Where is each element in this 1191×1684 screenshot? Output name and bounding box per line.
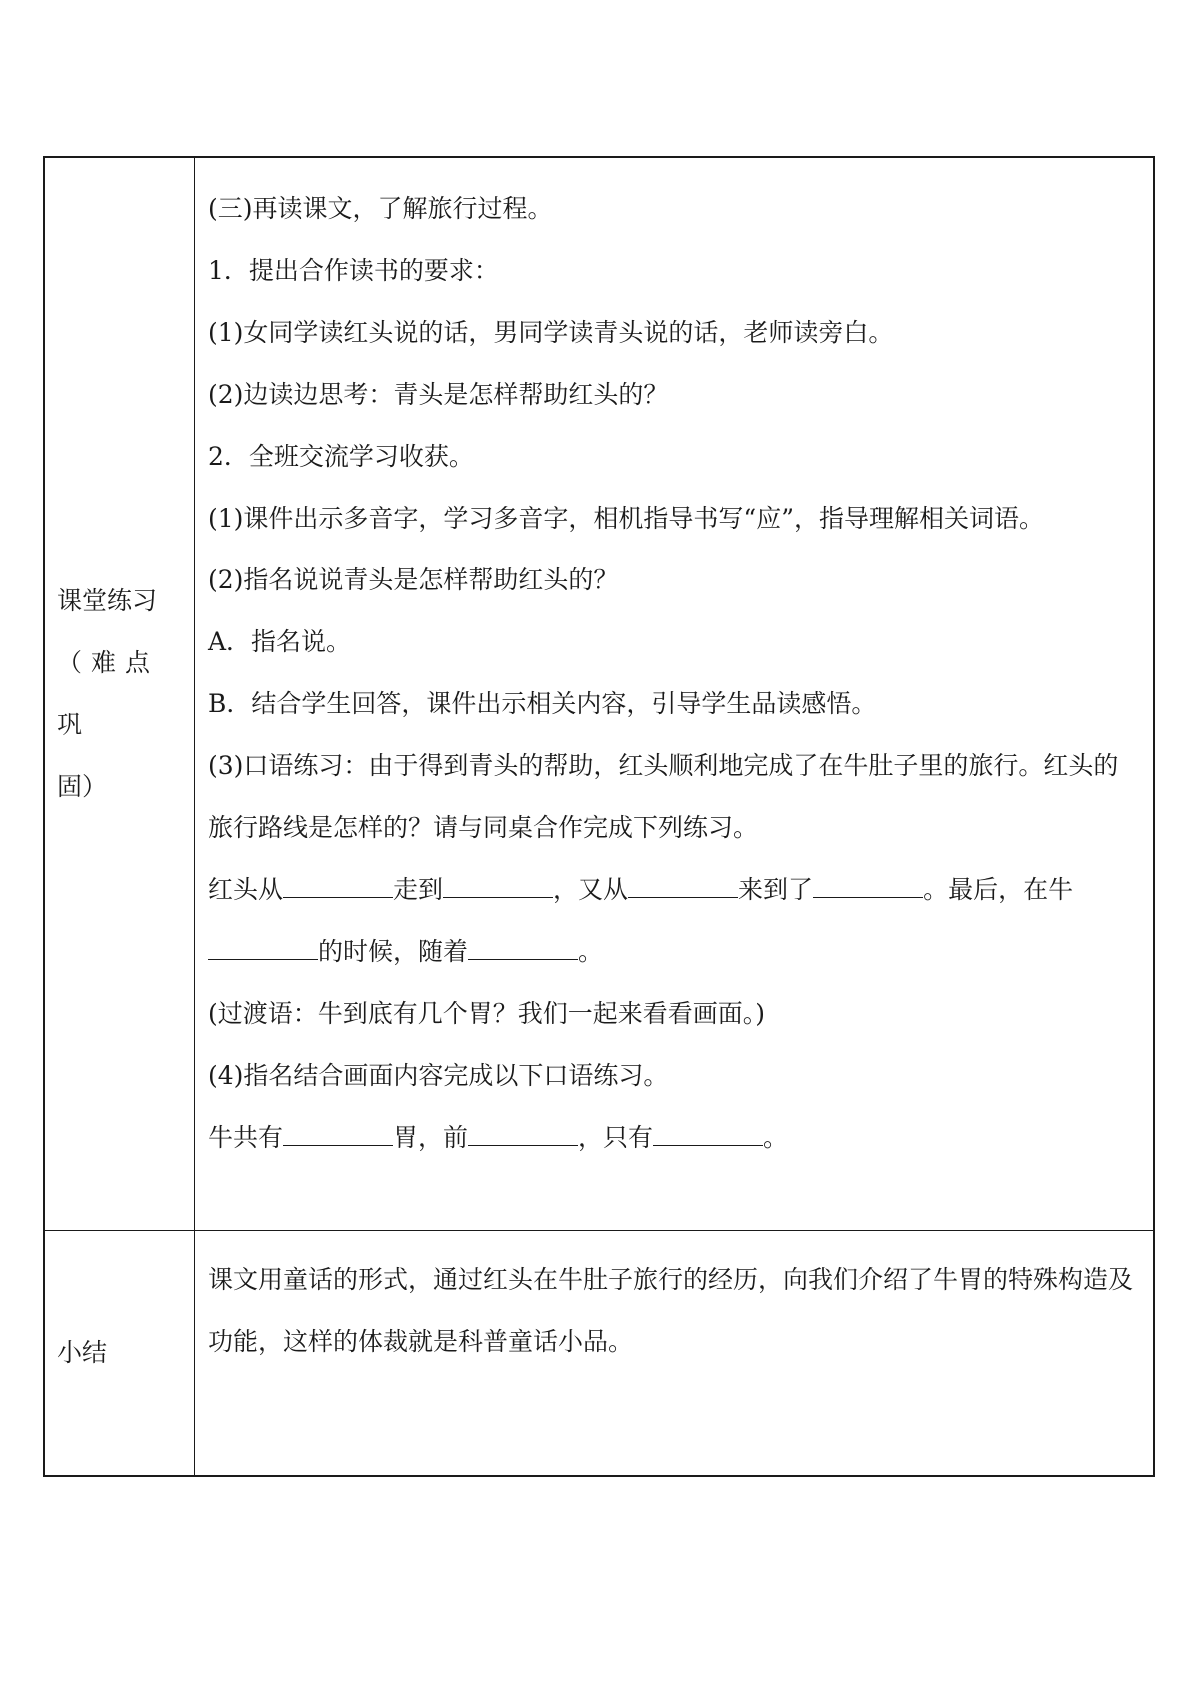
practice-label-cell (44, 157, 195, 1231)
blank-line (283, 871, 393, 898)
blank-line (813, 871, 923, 898)
practice-line: (1)课件出示多音字，学习多音字，相机指导书写“应”，指导理解相关词语。 (208, 503, 1044, 533)
fill-blank-exercise-1: 红头从 走到 ，又从 来到了 。最后，在牛 的时候，随着 。 (208, 859, 1139, 983)
blank-line (443, 871, 553, 898)
blank-line (208, 933, 318, 960)
summary-content-cell (195, 1231, 1155, 1477)
practice-line: (3)口语练习：由于得到青头的帮助，红头顺利地完成了在牛肚子里的旅行。红头的旅行路线是怎样的？请与同桌合作完成下列练习。 (208, 751, 1119, 843)
practice-content-cell (195, 157, 1155, 1231)
practice-row (44, 157, 1154, 1231)
fill-blank-exercise-2: 牛共有 胃，前 ，只有 。 (208, 1107, 1139, 1169)
practice-line: 1．提出合作读书的要求： (208, 255, 499, 285)
summary-row (44, 1231, 1154, 1477)
practice-line: (2)指名说说青头是怎样帮助红头的？ (208, 565, 619, 595)
practice-line: (三)再读课文，了解旅行过程。 (208, 194, 553, 223)
transition-line: (过渡语：牛到底有几个胃？我们一起来看看画面。) (208, 998, 766, 1028)
blank-line (468, 933, 578, 960)
lesson-table (43, 156, 1155, 1477)
practice-line: (1)女同学读红头说的话，男同学读青头说的话，老师读旁白。 (208, 317, 894, 347)
practice-item-4: (4)指名结合画面内容完成以下口语练习。 (208, 1060, 669, 1090)
summary-label: 小结 (57, 1338, 108, 1367)
summary-label-cell (44, 1231, 195, 1477)
blank-line (468, 1119, 578, 1146)
practice-label-line1: 课堂练习 (57, 586, 158, 615)
blank-line (653, 1119, 763, 1146)
practice-label-line2: （难点巩 (57, 648, 160, 739)
practice-line: 2．全班交流学习收获。 (208, 441, 474, 471)
practice-label-line3: 固） (57, 772, 108, 801)
blank-line (283, 1119, 393, 1146)
practice-line: (2)边读边思考：青头是怎样帮助红头的？ (208, 379, 669, 409)
blank-line (628, 871, 738, 898)
summary-text: 课文用童话的形式，通过红头在牛肚子旅行的经历，向我们介绍了牛胃的特殊构造及功能，这样的体裁就是科普童话小品。 (208, 1265, 1134, 1356)
practice-line: B．结合学生回答，课件出示相关内容，引导学生品读感悟。 (208, 689, 877, 719)
practice-line: A．指名说。 (208, 627, 352, 657)
